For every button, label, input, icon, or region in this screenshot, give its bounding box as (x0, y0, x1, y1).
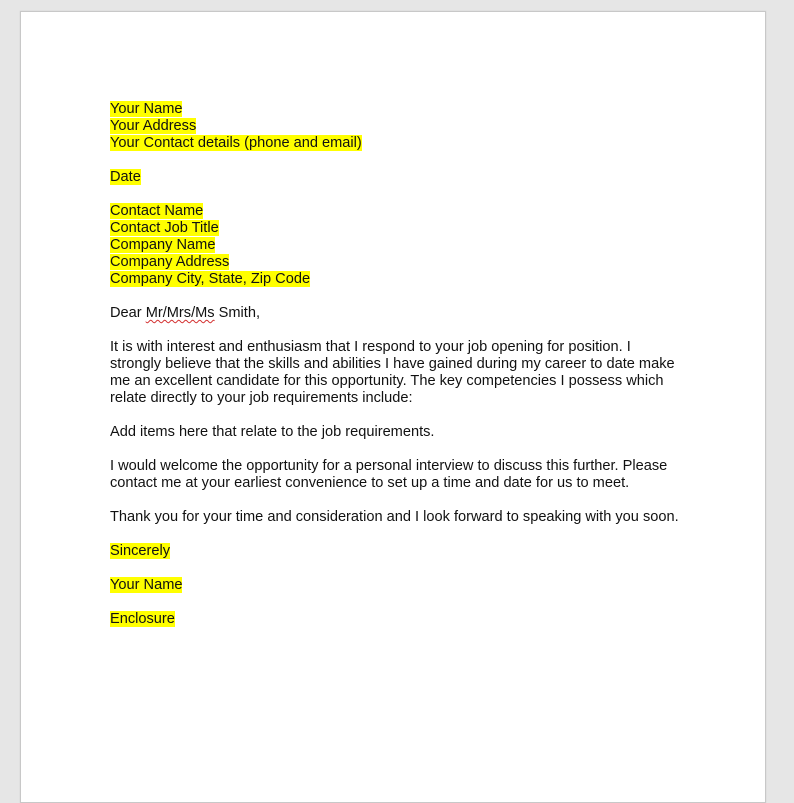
recipient-company-address: Company Address (110, 254, 230, 270)
document-page[interactable] (20, 11, 766, 803)
letter-body[interactable] (110, 101, 710, 628)
paragraph-interview: I would welcome the opportunity for a personal interview to discuss this further. Please contact me at your earliest convenience to set up a time and date for us to meet. (110, 458, 668, 491)
signature-name: Your Name (110, 577, 183, 593)
sender-contact: Your Contact details (phone and email) (110, 135, 362, 151)
sender-address: Your Address (110, 118, 197, 134)
recipient-job-title: Contact Job Title (110, 220, 219, 236)
spellcheck-flagged-word[interactable]: Mr/Mrs/Ms (145, 305, 215, 321)
paragraph-thanks: Thank you for your time and consideration and I look forward to speaking with you soon. (110, 509, 679, 525)
recipient-contact-name: Contact Name (110, 203, 204, 219)
recipient-company-name: Company Name (110, 237, 216, 253)
paragraph-items: Add items here that relate to the job requirements. (110, 424, 435, 440)
closing: Sincerely (110, 543, 171, 559)
salutation: Dear Mr/Mrs/Ms Smith, (110, 305, 261, 321)
sender-name: Your Name (110, 101, 183, 117)
sender-block (110, 101, 710, 152)
enclosure: Enclosure (110, 611, 175, 627)
recipient-company-city: Company City, State, Zip Code (110, 271, 311, 287)
letter-date: Date (110, 169, 141, 185)
paragraph-intro: It is with interest and enthusiasm that I respond to your job opening for position. I strongly believe that the skills and abilities I have gained during my career to date make me an excellent candidate for this opportunity. The key competencies I possess which relate directly to your job requirements include: (110, 339, 675, 406)
recipient-block (110, 203, 710, 288)
